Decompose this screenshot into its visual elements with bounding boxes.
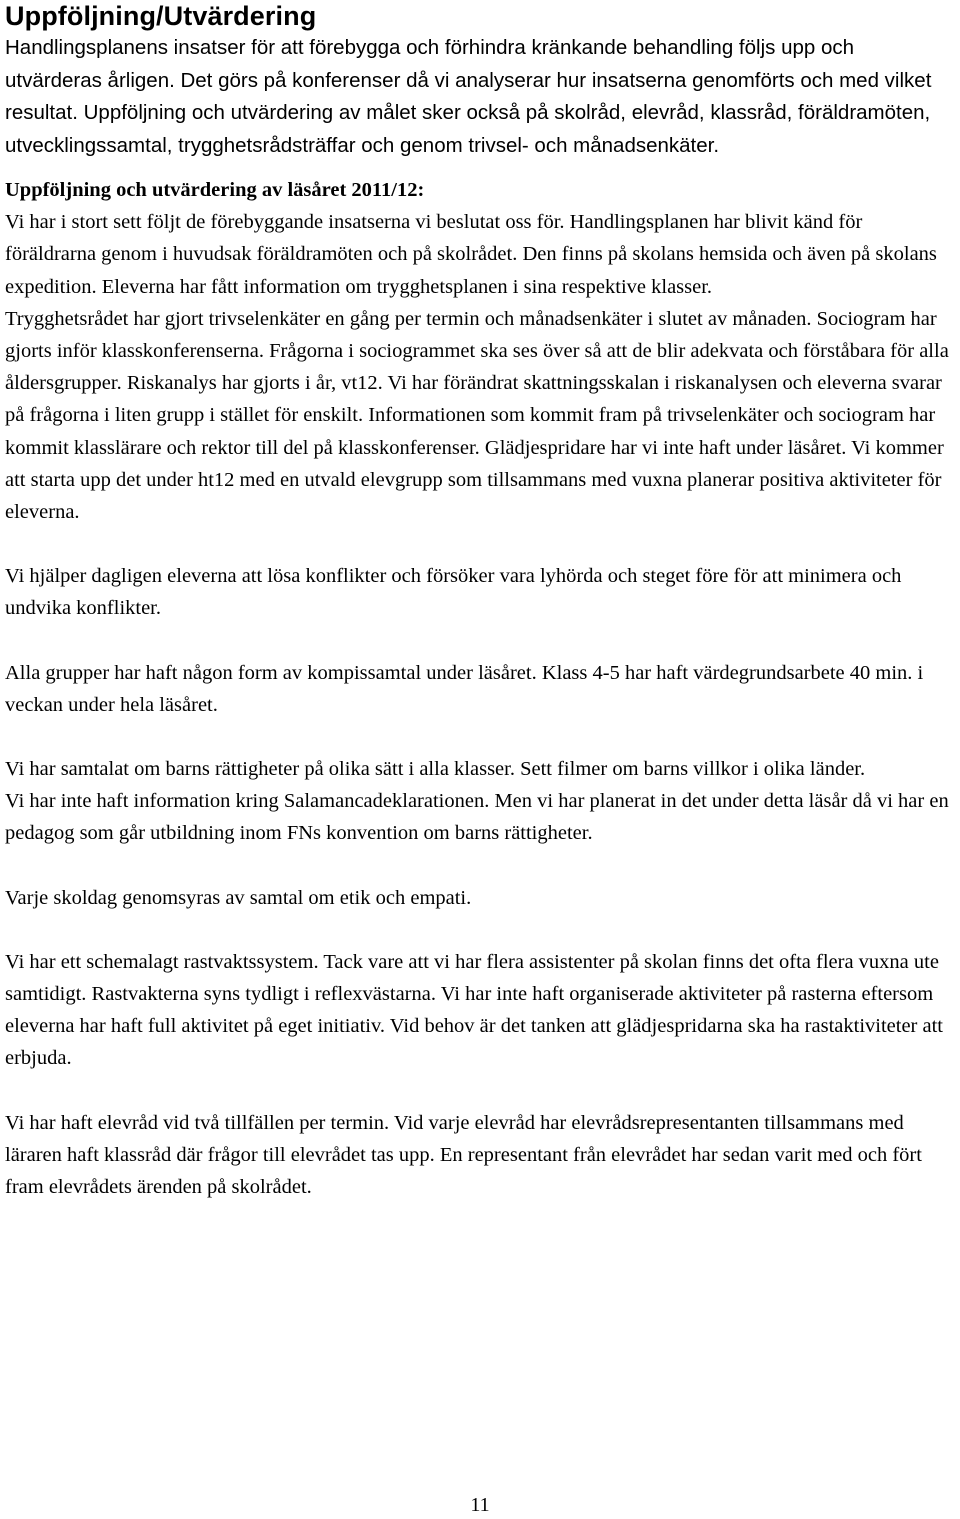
paragraph-elevrad: Vi har haft elevråd vid två tillfällen per termin. Vid varje elevråd har elevrådsrepresentanten tillsammans med läraren haft klassråd där frågor till elevrådet tas upp. En representant från elevrådet har sedan varit med och fört fram elevrådets ärenden på skolrådet. [5,1111,922,1199]
paragraph-barns-rattigheter: Vi har samtalat om barns rättigheter på olika sätt i alla klasser. Sett filmer om barns villkor i olika länder. [5,758,866,781]
paragraph-salamanca: Vi har inte haft information kring Salamancadeklarationen. Men vi har planerat in det under detta läsår då vi har en pedagog som går utbildning inom FNs konvention om barns rättigheter. [5,790,949,845]
page-number: 11 [470,1494,490,1516]
intro-paragraph: Handlingsplanens insatser för att förebygga och förhindra kränkande behandling följs upp och utvärderas årligen. Det görs på konferenser då vi analyserar hur insatserna genomförts och med vilket resultat. Uppföljning och utvärdering av målet sker också på skolråd, elevråd, klassråd, föräldramöten, utvecklingssamtal, trygghetsrådsträffar och genom trivsel- och månadsenkäter. [5,36,932,157]
paragraph-trygghetsradet: Trygghetsrådet har gjort trivselenkäter en gång per termin och månadsenkäter i slutet av månaden. Sociogram har gjorts inför klasskonferenserna. Frågorna i sociogrammet ska ses över så att de blir adekvata och förståbara för alla åldersgrupper. Riskanalys har gjorts i år, vt12. Vi har förändrat skattningsskalan i riskanalysen och eleverna svarar på frågorna i liten grupp i stället för enskilt. Informationen som kommit fram på trivselenkäter och sociogram har kommit klasslärare och rektor till del på klasskonferenser. Glädjespridare har vi inte haft under läsåret. Vi kommer att starta upp det under ht12 med en utvald elevgrupp som tillsammans med vuxna planerar positiva aktiviteter för eleverna. [5,307,949,524]
paragraph-rastvakt: Vi har ett schemalagt rastvaktssystem. Tack vare att vi har flera assistenter på skolan finns det ofta flera vuxna ute samtidigt. Rastvakterna syns tydligt i reflexvästarna. Vi har inte haft organiserade aktiviteter på rasterna eftersom eleverna har haft full aktivitet på eget initiativ. Vid behov är det tanken att glädjespridarna ska ha rastaktiviteter att erbjuda. [5,950,943,1070]
paragraph-kompissamtal: Alla grupper har haft någon form av kompissamtal under läsåret. Klass 4-5 har haft värdegrundsarbete 40 min. i veckan under hela läsåret. [5,661,924,716]
paragraph-konflikter: Vi hjälper dagligen eleverna att lösa konflikter och försöker vara lyhörda och steget före för att minimera och undvika konflikter. [5,565,902,620]
section-heading: Uppföljning och utvärdering av läsåret 2011/12: [5,179,425,201]
paragraph-handlingsplan: Vi har i stort sett följt de förebyggande insatserna vi beslutat oss för. Handlingsplanen har blivit känd för föräldrarna genom i huvudsak föräldramöten och på skolrådet. Den finns på skolans hemsida och även på skolans expedition. Eleverna har fått information om trygghetsplanen i sina respektive klasser. [5,211,937,298]
page-title: Uppföljning/Utvärdering [5,1,317,31]
paragraph-etik: Varje skoldag genomsyras av samtal om etik och empati. [5,886,472,909]
